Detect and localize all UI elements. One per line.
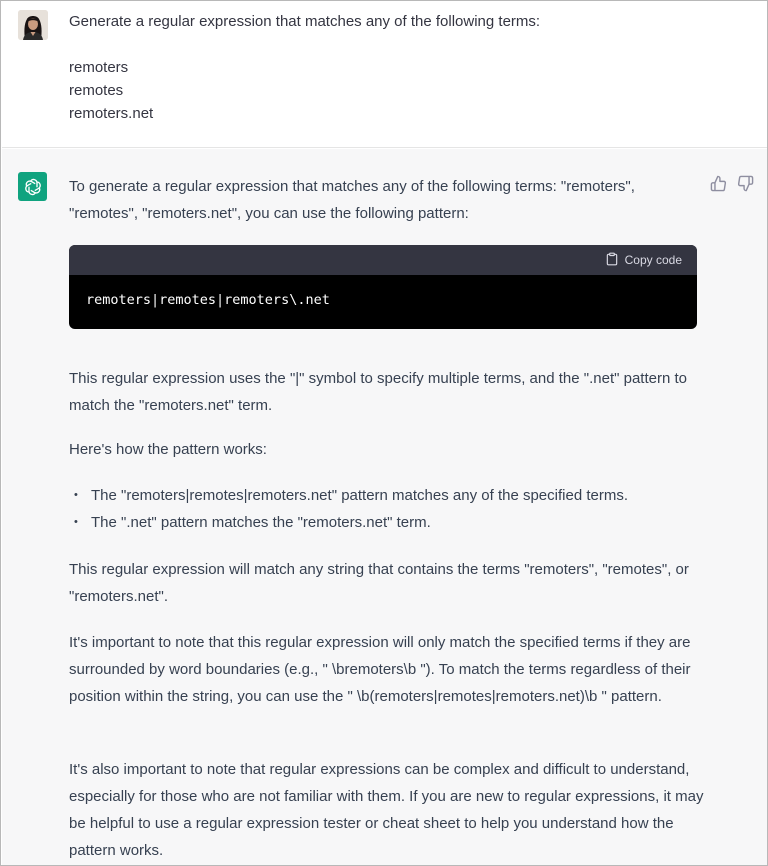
feedback-buttons <box>710 175 754 192</box>
openai-logo-icon <box>18 172 47 201</box>
list-item: • The "remoters|remotes|remoters.net" pattern matches any of the specified terms. <box>69 482 709 509</box>
thumbs-down-icon[interactable] <box>737 175 754 192</box>
bullet-list <box>69 482 709 536</box>
list-item: • The ".net" pattern matches the "remoters.net" term. <box>69 509 709 536</box>
code-block <box>69 245 697 329</box>
assistant-message <box>2 149 768 866</box>
term-item: remotes <box>69 82 124 99</box>
copy-code-label: Copy code <box>624 253 682 267</box>
explanation-paragraph: This regular expression will match any string that contains the terms "remoters", "remotes", or "remoters.net". <box>69 561 689 605</box>
user-message <box>2 2 768 148</box>
code-text: remoters|remotes|remoters\.net <box>86 292 330 308</box>
term-item: remoters <box>69 59 129 76</box>
intro-line: "remotes", "remoters.net", you can use the following pattern: <box>69 205 469 222</box>
code-header <box>69 245 697 275</box>
clipboard-icon <box>605 252 619 269</box>
intro-line: To generate a regular expression that matches any of the following terms: "remoters", <box>69 178 635 195</box>
copy-code-button[interactable] <box>605 252 682 269</box>
user-avatar <box>18 10 48 40</box>
user-prompt-text: Generate a regular expression that matches any of the following terms: <box>69 13 541 30</box>
explanation-paragraph: It's also important to note that regular expressions can be complex and difficult to understand, especially for those who are not familiar with them. If you are new to regular expressions, it may be helpful to use a regular expression tester or cheat sheet to help you understand how the pattern works. <box>69 761 704 859</box>
explanation-paragraph: It's important to note that this regular expression will only match the specified terms if they are surrounded by word boundaries (e.g., " \bremoters\b "). To match the terms regardless of their position within the string, you can use the " \b(remoters|remotes|remoters.net)\b " pattern. <box>69 634 691 705</box>
explanation-paragraph: This regular expression uses the "|" symbol to specify multiple terms, and the ".net" pattern to match the "remoters.net" term. <box>69 370 687 414</box>
thumbs-up-icon[interactable] <box>710 175 727 192</box>
assistant-intro <box>69 173 699 227</box>
term-item: remoters.net <box>69 105 154 122</box>
explanation-paragraph: Here's how the pattern works: <box>69 441 267 458</box>
